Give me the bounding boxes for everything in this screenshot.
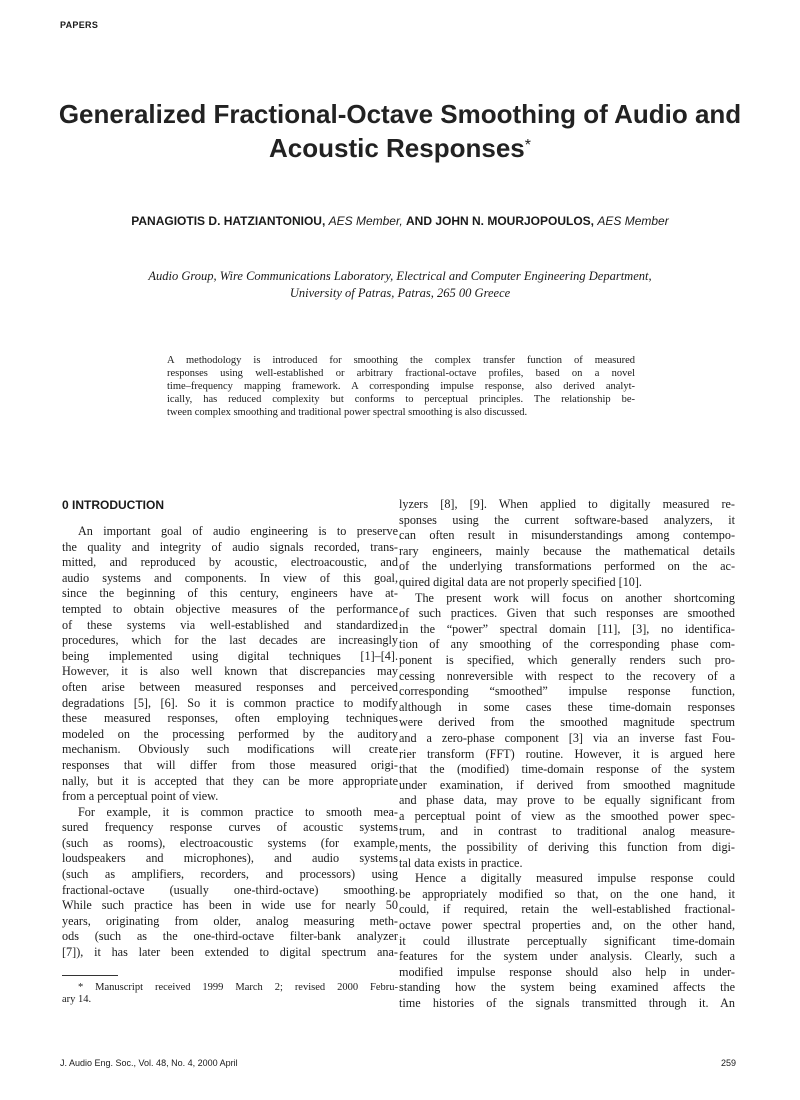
section-heading: 0 INTRODUCTION <box>62 498 164 512</box>
body-line: since the beginning of this century, engineers have at- <box>62 586 398 601</box>
body-line: Hence a digitally measured impulse response could <box>415 871 735 886</box>
left-column <box>62 497 398 1007</box>
paper-title <box>40 97 760 165</box>
author-2-membership: AES Member <box>597 214 669 228</box>
right-column <box>399 497 735 1012</box>
body-line: corresponding “smoothed” impulse response function, <box>399 684 735 699</box>
body-line: modeled on the processing performed by the auditory <box>62 726 398 741</box>
body-line: modified impulse response should also help in under- <box>399 964 735 979</box>
affiliation-line-1: Audio Group, Wire Communications Laboratory, Electrical and Computer Engineering Department, <box>148 269 652 283</box>
journal-citation: J. Audio Eng. Soc., Vol. 48, No. 4, 2000 April <box>60 1058 238 1068</box>
body-line: audio systems and components. In view of this goal, <box>62 570 398 585</box>
body-line: ments, the possibility of deriving this function from digi- <box>399 840 735 855</box>
page-number: 259 <box>720 1058 736 1068</box>
body-line: the quality and integrity of audio signals recorded, trans- <box>62 539 398 554</box>
title-line-1: Generalized Fractional-Octave Smoothing of Audio and <box>58 99 742 129</box>
body-line: cessing nonreversible with respect to the recovery of a <box>399 668 735 683</box>
title-line-2 <box>40 131 760 165</box>
body-line: rier transform (FFT) routine. However, it is argued here <box>399 746 735 761</box>
body-line: sponses using the current software-based analyzers, it <box>399 512 735 527</box>
body-line: lyzers [8], [9]. When applied to digitally measured re- <box>399 497 735 511</box>
body-line: that the (modified) time-domain response of the system <box>399 762 735 777</box>
body-line: degradations [5], [6]. So it is common practice to modify <box>62 695 398 710</box>
body-line: under examination, if derived from smoothed magnitude <box>399 777 735 792</box>
body-line: and a zero-phase component [3] via an inverse fast Fou- <box>399 730 735 745</box>
body-line: ponent is specified, which generally renders such pro- <box>399 652 735 667</box>
body-line: responses that will differ from those measured origi- <box>62 757 398 772</box>
title-footnote-mark: * <box>524 137 531 154</box>
body-line: of these systems via well-established and standardized <box>62 617 398 632</box>
body-line: ods (such as the one-third-octave filter-bank analyzer <box>62 929 398 944</box>
body-line: However, it is also well known that discrepancies may <box>62 664 398 679</box>
body-line: (such as amplifiers, recorders, and processors) using <box>62 867 398 882</box>
author-line <box>40 214 760 228</box>
body-line: nally, but it is accepted that they can be more appropriate <box>62 773 398 788</box>
body-line: often arise between measured responses and perceived <box>62 679 398 694</box>
body-line: [7]), it has later been extended to digital spectrum ana- <box>62 945 398 960</box>
body-line: could, if required, retain the well-established fractional- <box>399 902 735 917</box>
body-line: quired digital data are not properly specified [10]. <box>399 574 642 589</box>
body-line: time histories of the signals transmitted through it. An <box>399 996 735 1010</box>
body-line: features for the system under analysis. Clearly, such a <box>399 949 735 964</box>
body-line: mitted, and reproduced by acoustic, electroacoustic, and <box>62 555 398 570</box>
abstract-line: ically, has reduced complexity but conforms to perceptual principles. The relationship be- <box>167 394 635 406</box>
body-line: mechanism. Obviously such modifications will create <box>62 742 398 757</box>
body-line: these measured responses, often employing techniques <box>62 711 398 726</box>
body-line: tion of any smoothing of the corresponding phase com- <box>399 637 735 652</box>
author-2: AND JOHN N. MOURJOPOULOS, <box>406 214 595 228</box>
author-1: PANAGIOTIS D. HATZIANTONIOU, <box>131 214 326 228</box>
abstract-line: A methodology is introduced for smoothing the complex transfer function of measured <box>167 355 635 366</box>
body-line: fractional-octave (usually one-third-octave) smoothing. <box>62 882 398 897</box>
affiliation <box>40 268 760 302</box>
body-line: being implemented using digital techniques [1]–[4]. <box>62 648 398 663</box>
body-line: in the “power” spectral domain [11], [3], no identifica- <box>399 621 735 636</box>
abstract-line: tween complex smoothing and traditional power spectral smoothing is also discussed. <box>167 407 528 419</box>
body-line: were derived from the smoothed magnitude spectrum <box>399 715 735 730</box>
body-line: be appropriately modified so that, on the one hand, it <box>399 886 735 901</box>
footnote-line: * Manuscript received 1999 March 2; revised 2000 Febru- <box>78 981 398 993</box>
body-line: from a perceptual point of view. <box>62 789 219 804</box>
title-line-2-text: Acoustic Responses <box>269 133 525 163</box>
abstract <box>167 354 635 419</box>
body-line: it could illustrate perceptually significant time-domain <box>399 933 735 948</box>
body-line: An important goal of audio engineering is to preserve <box>78 524 398 538</box>
body-line: years, originating from older, analog measuring meth- <box>62 913 398 928</box>
section-label: PAPERS <box>60 20 99 30</box>
body-line: While such practice has been in wide use for nearly 50 <box>62 898 398 913</box>
body-line: octave power spectral properties and, on the other hand, <box>399 918 735 933</box>
body-line: standing how the system being examined affects the <box>399 980 735 995</box>
body-line: rary engineers, mainly because the mathematical details <box>399 543 735 558</box>
author-1-membership: AES Member, <box>328 214 403 228</box>
body-line: of the underlying transformations performed on the ac- <box>399 559 735 574</box>
body-line: can often result in misunderstandings among contempo- <box>399 528 735 543</box>
body-line: a perceptual point of view as the smoothed power spec- <box>399 808 735 823</box>
body-line: and phase data, may prove to be equally significant from <box>399 793 735 808</box>
body-line: tempted to obtain objective measures of the performance <box>62 601 398 616</box>
body-line: procedures, which for the last decades are increasingly <box>62 633 398 648</box>
abstract-line: responses using well-established or arbitrary fractional-octave profiles, based on a novel <box>167 368 635 380</box>
footnote-rule <box>62 975 118 982</box>
abstract-line: time–frequency mapping framework. A corresponding impulse response, also derived analyt- <box>167 381 635 393</box>
body-line: (such as rooms), electroacoustic systems (for example, <box>62 835 398 850</box>
footnote <box>62 982 398 1007</box>
affiliation-line-2: University of Patras, Patras, 265 00 Greece <box>289 286 511 300</box>
body-line: For example, it is common practice to smooth mea- <box>78 804 398 819</box>
body-line: sured frequency response curves of acoustic systems <box>62 820 398 835</box>
body-line: of such practices. Given that such responses are smoothed <box>399 606 735 621</box>
body-line: loudspeakers and microphones), and audio systems <box>62 851 398 866</box>
body-line: trum, and in contrast to traditional analog measure- <box>399 824 735 839</box>
footnote-line: ary 14. <box>62 994 92 1006</box>
body-line: tal data exists in practice. <box>399 855 523 870</box>
body-line: The present work will focus on another shortcoming <box>415 590 735 605</box>
body-line: although in some cases these time-domain responses <box>399 699 735 714</box>
